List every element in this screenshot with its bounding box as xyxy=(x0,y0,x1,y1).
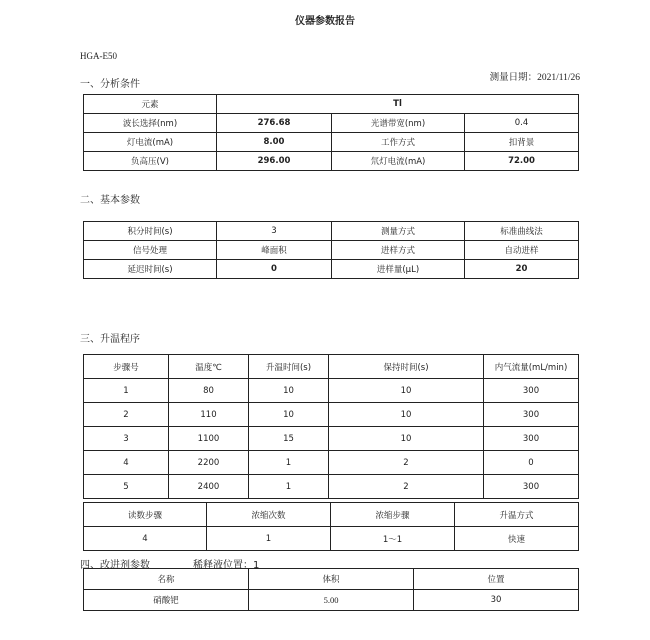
table-cell: 20 xyxy=(465,260,579,279)
table-cell: 负高压(V) xyxy=(84,152,217,171)
basic-parameters-table xyxy=(83,221,579,279)
section-basic-parameters: 二、基本参数 xyxy=(80,195,140,206)
column-header: 保持时间(s) xyxy=(329,355,484,379)
table-row xyxy=(84,427,579,451)
table-cell: 0 xyxy=(217,260,332,279)
table-row xyxy=(84,379,579,403)
column-header: 体积 xyxy=(249,569,414,590)
table-cell: 2200 xyxy=(169,451,249,475)
table-row xyxy=(84,527,579,551)
table-cell: 80 xyxy=(169,379,249,403)
table-cell: 0.4 xyxy=(465,114,579,133)
instrument-model: HGA-E50 xyxy=(80,51,117,61)
table-cell: 276.68 xyxy=(217,114,332,133)
table-cell: 15 xyxy=(249,427,329,451)
table-row xyxy=(84,133,579,152)
table-cell: 4 xyxy=(84,451,169,475)
table-cell: 72.00 xyxy=(465,152,579,171)
table-cell: 10 xyxy=(329,403,484,427)
table-cell: 快速 xyxy=(455,527,579,551)
table-cell: 1 xyxy=(249,451,329,475)
table-cell: 10 xyxy=(249,379,329,403)
table-cell: 光谱带宽(nm) xyxy=(332,114,465,133)
table-cell: 标准曲线法 xyxy=(465,222,579,241)
table-row xyxy=(84,95,579,114)
table-cell: 30 xyxy=(414,590,579,611)
table-row xyxy=(84,451,579,475)
table-cell: 296.00 xyxy=(217,152,332,171)
table-cell: 2 xyxy=(84,403,169,427)
table-cell: 5.00 xyxy=(249,590,414,611)
column-header: 位置 xyxy=(414,569,579,590)
table-cell: 1 xyxy=(207,527,331,551)
table-row xyxy=(84,222,579,241)
table-cell: 10 xyxy=(329,379,484,403)
column-header: 温度℃ xyxy=(169,355,249,379)
column-header: 步骤号 xyxy=(84,355,169,379)
table-cell: 硝酸钯 xyxy=(84,590,249,611)
table-cell: 8.00 xyxy=(217,133,332,152)
column-header: 升温方式 xyxy=(455,503,579,527)
table-cell: 2400 xyxy=(169,475,249,499)
table-cell: 测量方式 xyxy=(332,222,465,241)
table-cell: 10 xyxy=(329,427,484,451)
measurement-date: 测量日期：2021/11/26 xyxy=(489,73,580,83)
table-cell: 工作方式 xyxy=(332,133,465,152)
table-row xyxy=(84,114,579,133)
table-cell: 4 xyxy=(84,527,207,551)
table-cell: 2 xyxy=(329,451,484,475)
table-row xyxy=(84,403,579,427)
table-cell: 1 xyxy=(249,475,329,499)
table-cell: 300 xyxy=(484,427,579,451)
report-title: 仪器参数报告 xyxy=(295,16,355,27)
table-cell: 灯电流(mA) xyxy=(84,133,217,152)
analysis-conditions-table xyxy=(83,94,579,171)
column-header: 升温时间(s) xyxy=(249,355,329,379)
read-steps-table xyxy=(83,502,579,551)
table-cell: 1100 xyxy=(169,427,249,451)
diluent-position: 稀释液位置：1 xyxy=(193,560,260,571)
table-cell: 3 xyxy=(84,427,169,451)
table-cell: 300 xyxy=(484,475,579,499)
table-header-row xyxy=(84,569,579,590)
table-header-row xyxy=(84,355,579,379)
table-row xyxy=(84,241,579,260)
table-cell: 峰面积 xyxy=(217,241,332,260)
element-label: 元素 xyxy=(84,95,217,114)
table-cell: 1～1 xyxy=(331,527,455,551)
column-header: 浓缩步骤 xyxy=(331,503,455,527)
table-row xyxy=(84,475,579,499)
table-cell: 氘灯电流(mA) xyxy=(332,152,465,171)
table-cell: 积分时间(s) xyxy=(84,222,217,241)
table-cell: 110 xyxy=(169,403,249,427)
table-row xyxy=(84,260,579,279)
modifier-table xyxy=(83,568,579,611)
table-cell: 信号处理 xyxy=(84,241,217,260)
table-cell: 延迟时间(s) xyxy=(84,260,217,279)
section-heating-program: 三、升温程序 xyxy=(80,334,140,345)
table-row xyxy=(84,590,579,611)
table-cell: 0 xyxy=(484,451,579,475)
table-cell: 扣背景 xyxy=(465,133,579,152)
table-header-row xyxy=(84,503,579,527)
section-analysis-conditions: 一、分析条件 xyxy=(80,79,140,90)
table-cell: 1 xyxy=(84,379,169,403)
table-cell: 2 xyxy=(329,475,484,499)
section-modifier-parameters: 四、改进剂参数 xyxy=(80,560,150,571)
table-cell: 波长选择(nm) xyxy=(84,114,217,133)
table-cell: 进样量(μL) xyxy=(332,260,465,279)
element-value: Tl xyxy=(217,95,579,114)
column-header: 内气流量(mL/min) xyxy=(484,355,579,379)
table-cell: 自动进样 xyxy=(465,241,579,260)
table-cell: 5 xyxy=(84,475,169,499)
table-cell: 300 xyxy=(484,403,579,427)
table-cell: 300 xyxy=(484,379,579,403)
column-header: 浓缩次数 xyxy=(207,503,331,527)
heating-program-table xyxy=(83,354,579,499)
column-header: 名称 xyxy=(84,569,249,590)
table-cell: 10 xyxy=(249,403,329,427)
table-row xyxy=(84,152,579,171)
table-cell: 3 xyxy=(217,222,332,241)
table-cell: 进样方式 xyxy=(332,241,465,260)
column-header: 读数步骤 xyxy=(84,503,207,527)
